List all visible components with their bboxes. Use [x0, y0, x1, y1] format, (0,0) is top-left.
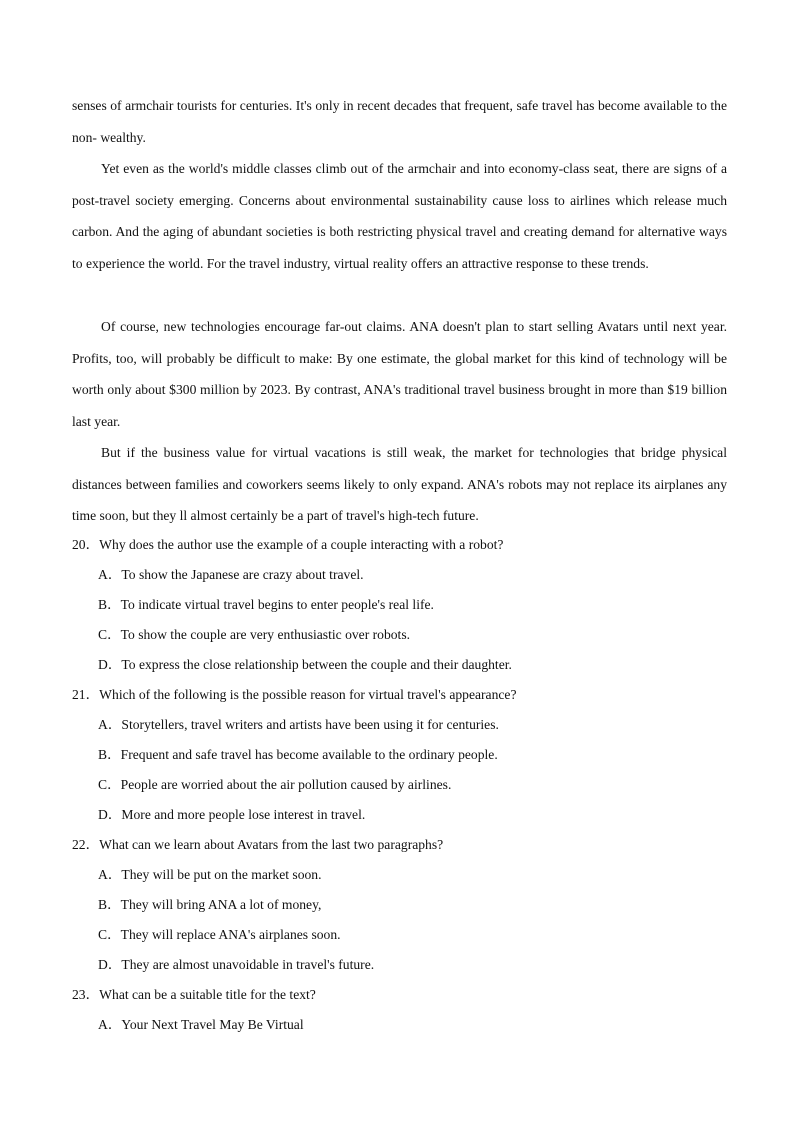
question-22-stem: 22．What can we learn about Avatars from the last two paragraphs? — [72, 837, 444, 852]
question-23-stem: 23．What can be a suitable title for the text? — [72, 987, 316, 1002]
question-20-option-d: D．To express the close relationship between the couple and their daughter. — [98, 657, 512, 672]
passage-paragraph-3: Of course, new technologies encourage far-out claims. ANA doesn't plan to start selling Avatars until next year. Profits, too, will probably be difficult to make: By one estimate, the global market for this kind of technology will be worth only about $300 million by 2023. By contrast, ANA's traditional travel business brought in more than $19 billion last year. — [72, 319, 727, 430]
question-21-stem: 21．Which of the following is the possible reason for virtual travel's appearance? — [72, 687, 517, 702]
question-20-option-a: A．To show the Japanese are crazy about travel. — [98, 567, 364, 582]
question-21-option-b: B．Frequent and safe travel has become available to the ordinary people. — [98, 747, 498, 762]
question-23-option-a: A．Your Next Travel May Be Virtual — [98, 1017, 304, 1032]
question-21-option-c: C．People are worried about the air pollution caused by airlines. — [98, 777, 452, 792]
question-20-stem: 20．Why does the author use the example of a couple interacting with a robot? — [72, 537, 504, 552]
question-22-option-d: D．They are almost unavoidable in travel's future. — [98, 957, 375, 972]
question-22-option-c: C．They will replace ANA's airplanes soon. — [98, 927, 341, 942]
question-21-option-a: A．Storytellers, travel writers and artists have been using it for centuries. — [98, 717, 499, 732]
question-20-option-b: B．To indicate virtual travel begins to enter people's real life. — [98, 597, 434, 612]
question-20-option-c: C．To show the couple are very enthusiastic over robots. — [98, 627, 411, 642]
passage-paragraph-4: But if the business value for virtual vacations is still weak, the market for technologies that bridge physical distances between families and coworkers seems likely to only expand. ANA's robots may not replace its airplanes any time soon, but they ll almost certainly be a part of travel's high-tech future. — [72, 445, 727, 524]
question-21-option-d: D．More and more people lose interest in travel. — [98, 807, 366, 822]
passage-paragraph-1: senses of armchair tourists for centuries. It's only in recent decades that frequent, safe travel has become available to the non- wealthy. — [72, 98, 727, 145]
question-22-option-a: A．They will be put on the market soon. — [98, 867, 322, 882]
question-22-option-b: B．They will bring ANA a lot of money, — [98, 897, 322, 912]
passage-paragraph-2: Yet even as the world's middle classes climb out of the armchair and into economy-class seat, there are signs of a post-travel society emerging. Concerns about environmental sustainability cause loss to airlines which release much carbon. And the aging of abundant societies is both restricting physical travel and creating demand for alternative ways to experience the world. For the travel industry, virtual reality offers an attractive response to these trends. — [72, 161, 727, 272]
